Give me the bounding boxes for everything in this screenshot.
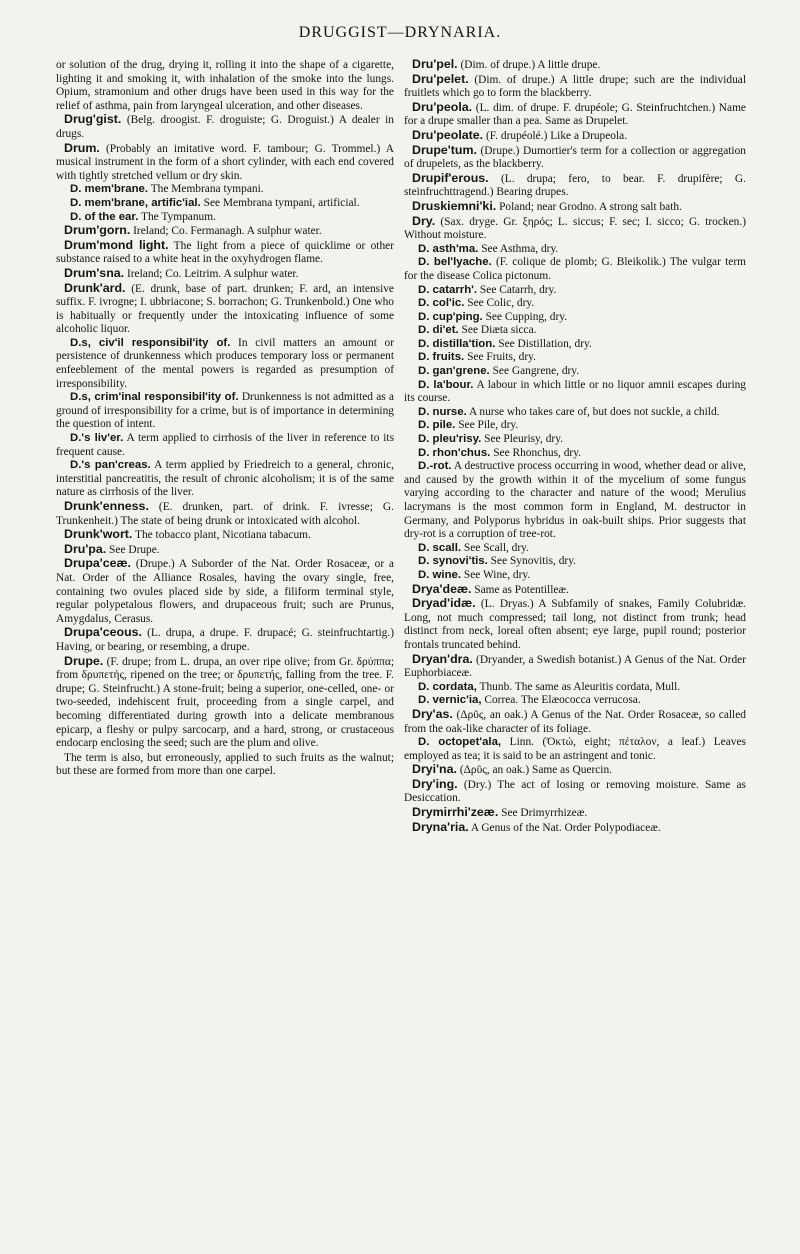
dictionary-entry [404, 311, 746, 325]
entry-text: (Dim. of drupe.) A little drupe; such are the individual fruitlets which go to form the blackberry. [404, 73, 746, 100]
page-header: DRUGGIST—DRYNARIA. [298, 24, 502, 41]
entry-text: See Diæta sicca. [461, 324, 537, 337]
entry-headword: D. mem'brane. [70, 183, 149, 196]
entry-headword: Drunk'ard. [64, 280, 126, 295]
dictionary-entry [56, 391, 394, 432]
entry-headword: Dry'as. [412, 706, 453, 721]
entry-text: A term applied by Friedreich to a general, chronic, interstitial pancreatitis, the result of chronic alcoholism; it is of the same nature as cirrhosis of the liver. [56, 459, 394, 499]
entry-text: See Drimyrrhizeæ. [501, 807, 588, 820]
entry-headword: Dry'ing. [412, 776, 458, 791]
dictionary-entry [404, 778, 746, 806]
entry-headword: Drunk'wort. [64, 527, 133, 542]
entry-text: (F. drupe; from L. drupa, an over ripe olive; from Gr. δρύππα; from δρυπετής, ripened on the tree; or δρυπετής, falling from the tree. F. drupe; G. Steinfrucht.) A stone-fruit; being a superior, one-celled, one- or two-seeded, indehiscent fruit, proceeding from a single carpel, and becoming differentiated during growth into a delicate membranous epicarp, a fleshy or pulpy sarcocarp, and a hard, strong, or crustaceous endocarp enclosing the seed; such are the plum and olive. [56, 655, 394, 750]
dictionary-entry [404, 694, 746, 708]
entry-text: A labour in which little or no liquor amnii escapes during its course. [404, 378, 747, 405]
entry-text: Ireland; Co. Fermanagh. A sulphur water. [133, 225, 322, 238]
entry-headword: Dryan'dra. [412, 651, 473, 666]
dictionary-entry [404, 284, 746, 298]
entry-text: (Δρῦς, an oak.) A Genus of the Nat. Order Rosaceæ, so called from the oak-like character of its foliage. [404, 708, 746, 735]
entry-text: (F. drupéolé.) Like a Drupeola. [485, 129, 628, 142]
dictionary-entry [404, 256, 746, 283]
entry-headword: D.s, civ'il responsibil'ity of. [70, 336, 231, 349]
entry-text: See Asthma, dry. [481, 242, 559, 255]
entry-headword: D. di'et. [418, 324, 459, 337]
entry-text: Same as Potentilleæ. [474, 583, 569, 596]
entry-headword: D. distilla'tion. [418, 337, 496, 350]
entry-text: See Wine, dry. [463, 568, 531, 581]
entry-text: (Probably an imitative word. F. tambour; G. Trommel.) A musical instrument in the form of a short cylinder, with each end covered with tightly stretched vellum or dry skin. [56, 142, 394, 182]
entry-text: (Dim. of drupe.) A little drupe. [460, 59, 601, 71]
entry-headword: D. rhon'chus. [418, 446, 491, 459]
entry-text: The tobacco plant, Nicotiana tabacum. [135, 529, 311, 542]
entry-text: or solution of the drug, drying it, rolling it into the shape of a cigarette, lighting it and smoking it, with inhalation of the smoke into the lungs. Opium, stramonium and other drugs have been used in this way for the relief of asthma, pain from laryngeal ulceration, and other diseases. [56, 59, 394, 112]
left-column [56, 58, 394, 779]
entry-headword: D. pile. [418, 419, 456, 432]
entry-headword: D. vernic'ia, [418, 694, 482, 707]
entry-headword: D. col'ic. [418, 297, 465, 310]
dictionary-entry [56, 224, 394, 239]
entry-headword: D. scall. [418, 541, 462, 554]
dictionary-entry [404, 172, 746, 200]
entry-headword: Dryi'na. [412, 762, 457, 777]
dictionary-entry [404, 736, 746, 763]
entry-text: A destructive process occurring in wood, whether dead or alive, and caused by the growth within it of the mycelium of some fungus varying according to the character and nature of the wood; Merulius lacrymans is the most common form in England, M. destructor in Germany, and Polyporus hybridus in oak-built ships. Prior suggests that dry-rot is a corruption of tree-rot. [404, 460, 746, 541]
entry-text: See Drupe. [109, 543, 160, 556]
entry-text: (Sax. dryge. Gr. ξηρός; L. siccus; F. sec; I. sicco; G. trocken.) Without moisture. [404, 215, 746, 242]
entry-text: (Dry.) The act of losing or removing moisture. Same as Desiccation. [404, 778, 746, 805]
entry-text: (L. drupa, a drupe. F. drupacé; G. steinfruchtartig.) Having, or bearing, or resembing, a drupe. [56, 627, 394, 653]
entry-text: (L. drupa; fero, to bear. F. drupifère; G. steinfruchttragend.) Bearing drupes. [404, 172, 746, 199]
dictionary-entry [56, 626, 394, 654]
dictionary-entry [404, 243, 746, 257]
entry-headword: D. pleu'risy. [418, 433, 482, 446]
entry-text: (L. dim. of drupe. F. drupéole; G. Steinfruchtchen.) Name for a drupe smaller than a pea. Same as Drupelet. [404, 101, 746, 128]
dictionary-entry [56, 459, 394, 500]
entry-headword: D. la'bour. [418, 378, 474, 391]
entry-text: Drunkenness is not admitted as a ground of irresponsibility for a crime, but is of importance in determining the question of intent. [56, 391, 394, 431]
dictionary-entry [56, 655, 394, 751]
dictionary-entry [404, 821, 746, 836]
entry-text: (Drupe.) Dumortier's term for a collection or aggregation of drupelets, as the blackberry. [404, 144, 746, 171]
right-column [404, 58, 746, 835]
entry-text: See Catarrh, dry. [479, 283, 557, 296]
dictionary-entry [404, 433, 746, 447]
entry-headword: Drum'mond light. [64, 237, 169, 252]
entry-headword: Drum'gorn. [64, 223, 131, 238]
dictionary-entry [56, 211, 394, 225]
entry-text: See Pile, dry. [458, 419, 519, 432]
dictionary-entry [56, 543, 394, 558]
entry-text: (E. drunken, part. of drink. F. ivresse; G. Trunkenheit.) The state of being drunk or intoxicated with alcohol. [56, 501, 394, 527]
dictionary-entry [404, 583, 746, 598]
dictionary-entry [404, 763, 746, 778]
dictionary-entry [56, 239, 394, 267]
entry-headword: Drupa'ceous. [64, 625, 142, 640]
entry-headword: D.s, crim'inal responsibil'ity of. [70, 391, 239, 404]
entry-text: (L. Dryas.) A Subfamily of snakes, Family Colubridæ. Long, not much compressed; tail long, not distinct from trunk; head distinct from neck, loreal often absent; eye large, pupil round; posterior frontals truncated behind. [404, 598, 746, 651]
entry-text: See Distillation, dry. [498, 337, 592, 350]
entry-text: Ireland; Co. Leitrim. A sulphur water. [126, 267, 299, 280]
entry-text: The Tympanum. [141, 210, 216, 223]
entry-text: A nurse who takes care of, but does not suckle, a child. [468, 405, 720, 418]
dictionary-entry [404, 597, 746, 652]
entry-headword: D.'s liv'er. [70, 432, 124, 445]
dictionary-entry [404, 406, 746, 420]
dictionary-entry [56, 557, 394, 626]
dictionary-entry [56, 528, 394, 543]
dictionary-entry [404, 542, 746, 556]
entry-headword: D. of the ear. [70, 210, 139, 223]
entry-text: See Gangrene, dry. [492, 365, 580, 378]
dictionary-entry [404, 806, 746, 821]
entry-headword: D. fruits. [418, 351, 465, 364]
dictionary-entry [56, 113, 394, 141]
dictionary-entry [56, 751, 394, 779]
dictionary-entry [404, 129, 746, 144]
entry-headword: Dru'peolate. [412, 127, 484, 142]
entry-headword: D. cup'ping. [418, 310, 483, 323]
entry-headword: Druskiemni'ki. [412, 198, 497, 213]
dictionary-entry [56, 432, 394, 459]
entry-text: (F. colique de plomb; G. Bleikolik.) The vulgar term for the disease Colica pictonum. [404, 256, 746, 282]
dictionary-entry [404, 324, 746, 338]
dictionary-entry [404, 215, 746, 243]
dictionary-entry [404, 73, 746, 101]
dictionary-entry [404, 101, 746, 129]
entry-headword: Drupe. [64, 653, 104, 668]
dictionary-entry [56, 142, 394, 184]
entry-headword: Drunk'enness. [64, 499, 149, 513]
dictionary-entry [404, 297, 746, 311]
dictionary-entry [404, 58, 746, 73]
dictionary-entry [56, 58, 394, 113]
entry-text: Poland; near Grodno. A strong salt bath. [499, 200, 682, 213]
entry-headword: Drya'deæ. [412, 581, 472, 596]
entry-text: (Drupe.) A Suborder of the Nat. Order Rosaceæ, or a Nat. Order of the Alliance Rosales, having the ovary single, free, containing two ovules placed side by side, a filiform terminal style, regular polypetalous flowers, and drupaceous fruit; such are Prunus, Amygdalus, Cerasus. [56, 558, 394, 625]
entry-headword: D. catarrh'. [418, 283, 478, 296]
dictionary-entry [404, 338, 746, 352]
dictionary-entry [404, 200, 746, 215]
entry-text: The light from a piece of quicklime or other substance raised to a white heat in the oxyhydrogen flame. [56, 239, 394, 266]
entry-headword: Dry. [412, 213, 436, 228]
dictionary-entry [404, 708, 746, 736]
entry-text: The term is also, but erroneously, applied to such fruits as the walnut; but these are formed from more than one carpel. [56, 751, 394, 778]
entry-text: A Genus of the Nat. Order Polypodiaceæ. [470, 821, 661, 834]
dictionary-entry [56, 500, 394, 528]
entry-headword: Drupe'tum. [412, 142, 477, 157]
dictionary-entry [404, 379, 746, 406]
entry-text: See Scall, dry. [463, 541, 529, 554]
entry-text: (E. drunk, base of part. drunken; F. ard, an intensive suffix. F. ivrogne; I. ubbriacone; S. borrachon; G. Trunkenbold.) One who is habitually or frequently under the intoxicating influence of some alcoholic liquor. [56, 282, 394, 336]
entry-text: Correa. The Elæococca verrucosa. [484, 694, 641, 707]
entry-headword: Drum'sna. [64, 265, 125, 280]
entry-text: (Dryander, a Swedish botanist.) A Genus of the Nat. Order Euphorbiaceæ. [404, 653, 746, 680]
entry-headword: Dryad'idæ. [412, 596, 476, 611]
entry-headword: Drymirrhi'zeæ. [412, 805, 499, 820]
dictionary-entry [404, 653, 746, 681]
dictionary-entry [56, 197, 394, 211]
entry-text: See Colic, dry. [467, 297, 535, 310]
entry-headword: Dru'peola. [412, 99, 473, 114]
entry-headword: D. synovi'tis. [418, 555, 488, 568]
dictionary-entry [404, 447, 746, 461]
entry-headword: D. mem'brane, artific'ial. [70, 196, 201, 209]
dictionary-entry [404, 419, 746, 433]
entry-headword: D. nurse. [418, 405, 467, 418]
dictionary-entry [56, 183, 394, 197]
entry-headword: Drum. [64, 140, 100, 155]
entry-text: See Cupping, dry. [485, 310, 568, 323]
entry-headword: D. gan'grene. [418, 365, 490, 378]
entry-headword: D. bel'lyache. [418, 256, 492, 269]
entry-text: See Pleurisy, dry. [484, 433, 564, 446]
entry-text: See Synovitis, dry. [490, 555, 576, 568]
entry-text: (Belg. droogist. F. droguiste; G. Droguist.) A dealer in drugs. [56, 114, 394, 140]
dictionary-entry [404, 681, 746, 695]
entry-headword: D. octopet'ala, [418, 736, 502, 749]
entry-headword: D. wine. [418, 568, 462, 581]
entry-headword: Drupa'ceæ. [64, 556, 131, 571]
entry-headword: Dru'pel. [412, 57, 458, 71]
entry-text: A term applied to cirrhosis of the liver in reference to its frequent cause. [56, 432, 394, 458]
dictionary-entry [404, 365, 746, 379]
entry-text: See Fruits, dry. [467, 351, 536, 364]
entry-headword: D.'s pan'creas. [70, 459, 151, 472]
entry-headword: Dru'pelet. [412, 71, 469, 86]
entry-text: See Rhonchus, dry. [493, 446, 582, 459]
dictionary-entry [404, 144, 746, 172]
entry-headword: Dryna'ria. [412, 819, 469, 834]
dictionary-entry [404, 351, 746, 365]
entry-headword: D. cordata, [418, 680, 477, 693]
entry-headword: D. asth'ma. [418, 242, 479, 255]
entry-text: In civil matters an amount or persistence of drunkenness which produces temporary loss or permanent enfeeblement of the mental powers is regarded as presumption of irresponsibility. [56, 336, 395, 390]
entry-text: See Membrana tympani, artificial. [203, 196, 360, 209]
dictionary-entry [56, 282, 394, 337]
entry-text: Thunb. The same as Aleuritis cordata, Mull. [479, 680, 681, 693]
dictionary-entry [56, 337, 394, 391]
entry-headword: Drug'gist. [64, 112, 122, 127]
entry-headword: D.-rot. [418, 460, 452, 473]
dictionary-entry [56, 267, 394, 282]
entry-headword: Dru'pa. [64, 541, 107, 556]
entry-text: The Membrana tympani. [150, 183, 264, 196]
entry-text: (Δρῦς, an oak.) Same as Quercin. [459, 764, 613, 777]
dictionary-entry [404, 460, 746, 542]
entry-headword: Drupif'erous. [412, 170, 489, 185]
dictionary-entry [404, 555, 746, 569]
dictionary-entry [404, 569, 746, 583]
entry-text: Linn. (Ὀκτώ, eight; πέταλον, a leaf.) Leaves employed as tea; it is said to be an astringent and tonic. [404, 736, 746, 762]
